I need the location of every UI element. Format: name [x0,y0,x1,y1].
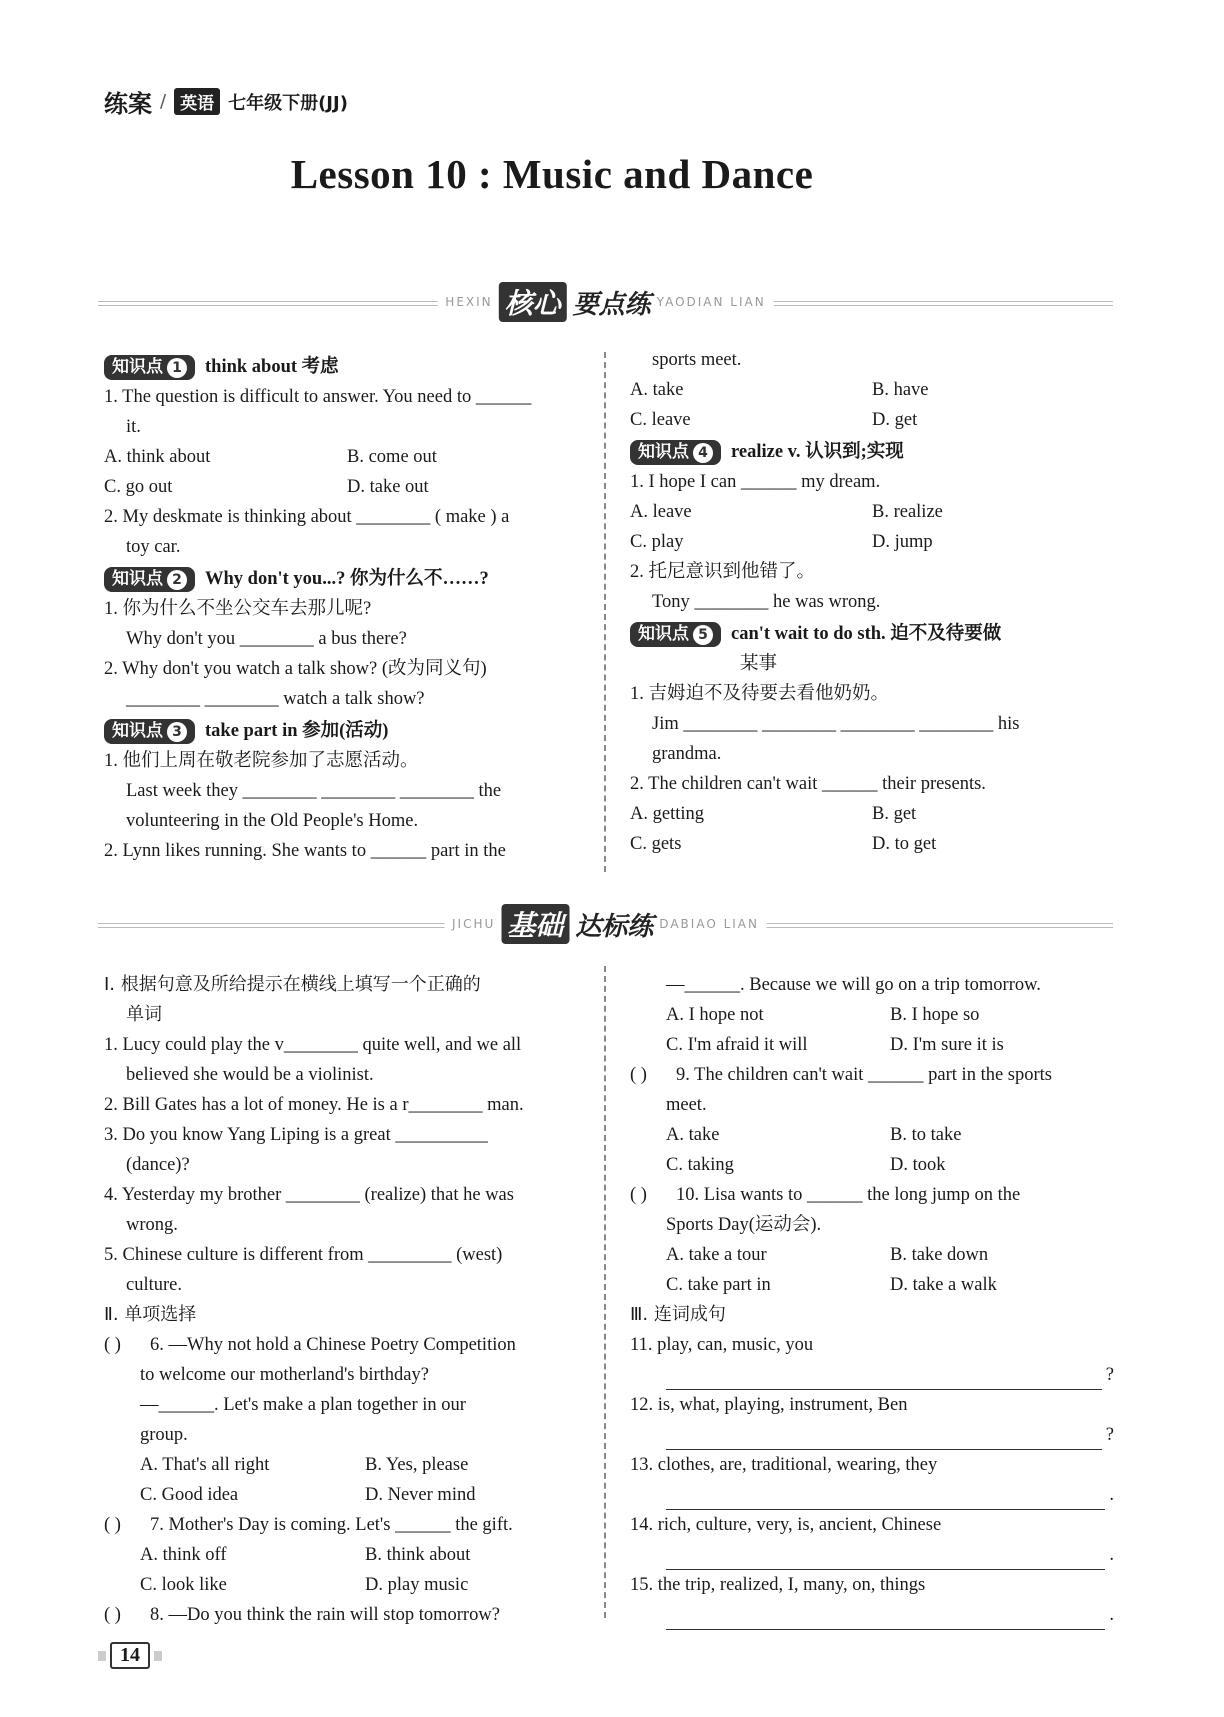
grade-label: 七年级下册(JJ) [228,92,348,114]
text-line: 2. 托尼意识到他错了。 [630,562,816,582]
section-heading: 单词 [126,1004,162,1025]
section-banner-core [98,282,1113,322]
end-punctuation: ? [1105,1425,1114,1445]
option: D. I'm sure it is [890,1035,1004,1055]
option: A. getting [630,804,704,824]
page-number: 14 [110,1642,150,1669]
knowledge-point-number: 2 [167,570,187,590]
text-line: culture. [126,1275,182,1295]
text-line: Tony ________ he was wrong. [652,592,881,612]
text-line: it. [126,417,141,437]
brand: 练案 [104,90,152,118]
options-row [630,1030,1114,1060]
option: A. take [666,1125,720,1145]
core-left-column [104,350,590,866]
option: C. gets [630,834,682,854]
answer-blank [666,1485,1105,1510]
option: D. take out [347,477,429,497]
knowledge-point-title: think about 考虑 [205,357,339,377]
options-row [630,405,1114,435]
option: C. I'm afraid it will [666,1035,808,1055]
knowledge-point-title: Why don't you...? 你为什么不……? [205,569,489,589]
knowledge-point-tag [630,622,721,647]
options-row [630,1000,1114,1030]
answer-line [630,1600,1114,1630]
option: D. play music [365,1575,469,1595]
knowledge-point-tag [630,440,721,465]
knowledge-point-heading [104,564,590,594]
knowledge-point-label: 知识点 [112,720,163,741]
answer-blank [666,1545,1105,1570]
section-heading: Ⅲ. 连词成句 [630,1304,726,1325]
text-line: volunteering in the Old People's Home. [126,811,419,831]
knowledge-point-tag [104,567,195,592]
text-line: 1. Lucy could play the v________ quite well, and we all [104,1035,522,1055]
option: B. have [872,380,929,400]
text-line: 12. is, what, playing, instrument, Ben [630,1395,908,1415]
text-line: Why don't you ________ a bus there? [126,629,407,649]
banner-title: 要点练 [572,289,651,320]
page-header [104,84,348,119]
option: A. leave [630,502,692,522]
text-line: 1. The question is difficult to answer. You need to ______ [104,387,532,407]
option: A. think about [104,447,211,467]
banner-pinyin: HEXIN [445,295,493,309]
answer-blank [666,1425,1102,1450]
knowledge-point-number: 4 [693,443,713,463]
knowledge-point-label: 知识点 [638,623,689,644]
option: D. Never mind [365,1485,476,1505]
text-line: 某事 [740,654,778,674]
text-line: Sports Day(运动会). [666,1215,822,1235]
answer-bracket: ( ) [104,1515,121,1535]
text-line: 2. Lynn likes running. She wants to ______ part in the [104,841,506,861]
choice-question [104,1510,590,1540]
text-line: 15. the trip, realized, I, many, on, things [630,1575,926,1595]
text-line: meet. [666,1095,707,1115]
answer-bracket: ( ) [104,1605,121,1625]
core-right-column [630,345,1114,859]
answer-blank [666,1605,1105,1630]
end-punctuation: . [1109,1605,1114,1625]
option: C. play [630,532,684,552]
option: A. think off [140,1545,227,1565]
option: B. realize [872,502,943,522]
section-heading: Ⅰ. 根据句意及所给提示在横线上填写一个正确的 [104,974,481,995]
page-number-box [98,1642,162,1669]
option: B. take down [890,1245,989,1265]
text-line: ________ ________ watch a talk show? [126,689,425,709]
text-line: 11. play, can, music, you [630,1335,814,1355]
end-punctuation: . [1109,1485,1114,1505]
text-line: sports meet. [652,350,742,370]
answer-line [630,1360,1114,1390]
option: B. get [872,804,917,824]
banner-title-big: 核心 [499,282,567,322]
knowledge-point-label: 知识点 [112,568,163,589]
text-line: 5. Chinese culture is different from _________ (west) [104,1245,503,1265]
option: D. take a walk [890,1275,997,1295]
text-line: 2. The children can't wait ______ their presents. [630,774,986,794]
section-banner-basic [98,904,1113,944]
option: B. to take [890,1125,962,1145]
header-slash: / [160,91,167,112]
answer-bracket: ( ) [104,1335,121,1355]
knowledge-point-number: 3 [167,722,187,742]
banner-title: 达标练 [575,911,654,942]
text-line: group. [140,1425,188,1445]
option: A. take [630,380,684,400]
page-title: Lesson 10 : Music and Dance [290,151,814,197]
text-line: 1. 他们上周在敬老院参加了志愿活动。 [104,751,419,771]
text-line: 4. Yesterday my brother ________ (realize) that he was [104,1185,514,1205]
text-line: 1. 你为什么不坐公交车去那儿呢? [104,599,372,619]
text-line: —______. Let's make a plan together in our [140,1395,466,1415]
knowledge-point-title: can't wait to do sth. 迫不及待要做 [731,624,1002,644]
text-line: 13. clothes, are, traditional, wearing, they [630,1455,938,1475]
text-line: Jim ________ ________ ________ ________ his [652,714,1020,734]
text-line: 2. My deskmate is thinking about ________ ( make ) a [104,507,510,527]
answer-blank [666,1365,1102,1390]
knowledge-point-number: 1 [167,358,187,378]
options-row [630,829,1114,859]
end-punctuation: . [1109,1545,1114,1565]
knowledge-point-number: 5 [693,625,713,645]
option: D. took [890,1155,946,1175]
option: A. take a tour [666,1245,767,1265]
choice-question [630,1180,1114,1210]
text-line: grandma. [652,744,722,764]
choice-question [104,1600,590,1630]
text-line: 14. rich, culture, very, is, ancient, Chinese [630,1515,942,1535]
banner-title-big: 基础 [501,904,569,944]
knowledge-point-tag [104,355,195,380]
option: D. get [872,410,918,430]
option: C. look like [140,1575,227,1595]
options-row [104,1540,590,1570]
subject-badge: 英语 [174,88,220,115]
option: C. take part in [666,1275,771,1295]
answer-bracket: ( ) [630,1185,647,1205]
text-line: Last week they ________ ________ ________ the [126,781,502,801]
option: C. leave [630,410,691,430]
knowledge-point-title: take part in 参加(活动) [205,721,389,741]
option: B. come out [347,447,437,467]
section-heading: Ⅱ. 单项选择 [104,1304,197,1325]
choice-question [630,1060,1114,1090]
text-line: 3. Do you know Yang Liping is a great __________ [104,1125,488,1145]
knowledge-point-heading [630,619,1114,649]
text-line: —______. Because we will go on a trip tomorrow. [666,975,1041,995]
options-row [104,472,590,502]
knowledge-point-heading [630,437,1114,467]
question-text: 10. Lisa wants to ______ the long jump on the [676,1185,1021,1205]
option: A. That's all right [140,1455,270,1475]
knowledge-point-tag [104,719,195,744]
option: B. I hope so [890,1005,980,1025]
options-row [630,527,1114,557]
knowledge-point-title: realize v. 认识到;实现 [731,442,904,462]
banner-pinyin: DABIAO LIAN [659,917,759,931]
banner-pinyin: JICHU [452,917,496,931]
options-row [630,1120,1114,1150]
column-divider [604,352,606,872]
knowledge-point-label: 知识点 [112,356,163,377]
text-line: 1. 吉姆迫不及待要去看他奶奶。 [630,684,890,704]
choice-question [104,1330,590,1360]
options-row [630,799,1114,829]
question-text: 8. —Do you think the rain will stop tomorrow? [150,1605,500,1625]
basic-left-column [104,970,590,1630]
options-row [104,1480,590,1510]
text-line: believed she would be a violinist. [126,1065,374,1085]
knowledge-point-heading [104,352,590,382]
column-divider [604,966,606,1618]
end-punctuation: ? [1105,1365,1114,1385]
question-text: 6. —Why not hold a Chinese Poetry Competition [150,1335,516,1355]
options-row [630,1150,1114,1180]
options-row [104,442,590,472]
text-line: 2. Bill Gates has a lot of money. He is a r________ man. [104,1095,524,1115]
option: D. jump [872,532,933,552]
question-text: 7. Mother's Day is coming. Let's ______ the gift. [150,1515,513,1535]
answer-line [630,1480,1114,1510]
text-line: 2. Why don't you watch a talk show? (改为同义句) [104,659,487,679]
knowledge-point-heading [104,716,590,746]
option: C. Good idea [140,1485,239,1505]
options-row [630,375,1114,405]
text-line: wrong. [126,1215,178,1235]
option: C. go out [104,477,173,497]
option: A. I hope not [666,1005,764,1025]
text-line: to welcome our motherland's birthday? [140,1365,429,1385]
option: B. think about [365,1545,471,1565]
question-text: 9. The children can't wait ______ part in the sports [676,1065,1052,1085]
answer-line [630,1540,1114,1570]
basic-right-column [630,970,1114,1630]
text-line: (dance)? [126,1155,190,1175]
text-line: 1. I hope I can ______ my dream. [630,472,881,492]
options-row [630,1240,1114,1270]
option: C. taking [666,1155,734,1175]
answer-line [630,1420,1114,1450]
options-row [630,1270,1114,1300]
option: D. to get [872,834,937,854]
options-row [104,1570,590,1600]
text-line: toy car. [126,537,181,557]
option: B. Yes, please [365,1455,469,1475]
options-row [104,1450,590,1480]
answer-bracket: ( ) [630,1065,647,1085]
knowledge-point-label: 知识点 [638,441,689,462]
banner-pinyin: YAODIAN LIAN [656,295,766,309]
options-row [630,497,1114,527]
